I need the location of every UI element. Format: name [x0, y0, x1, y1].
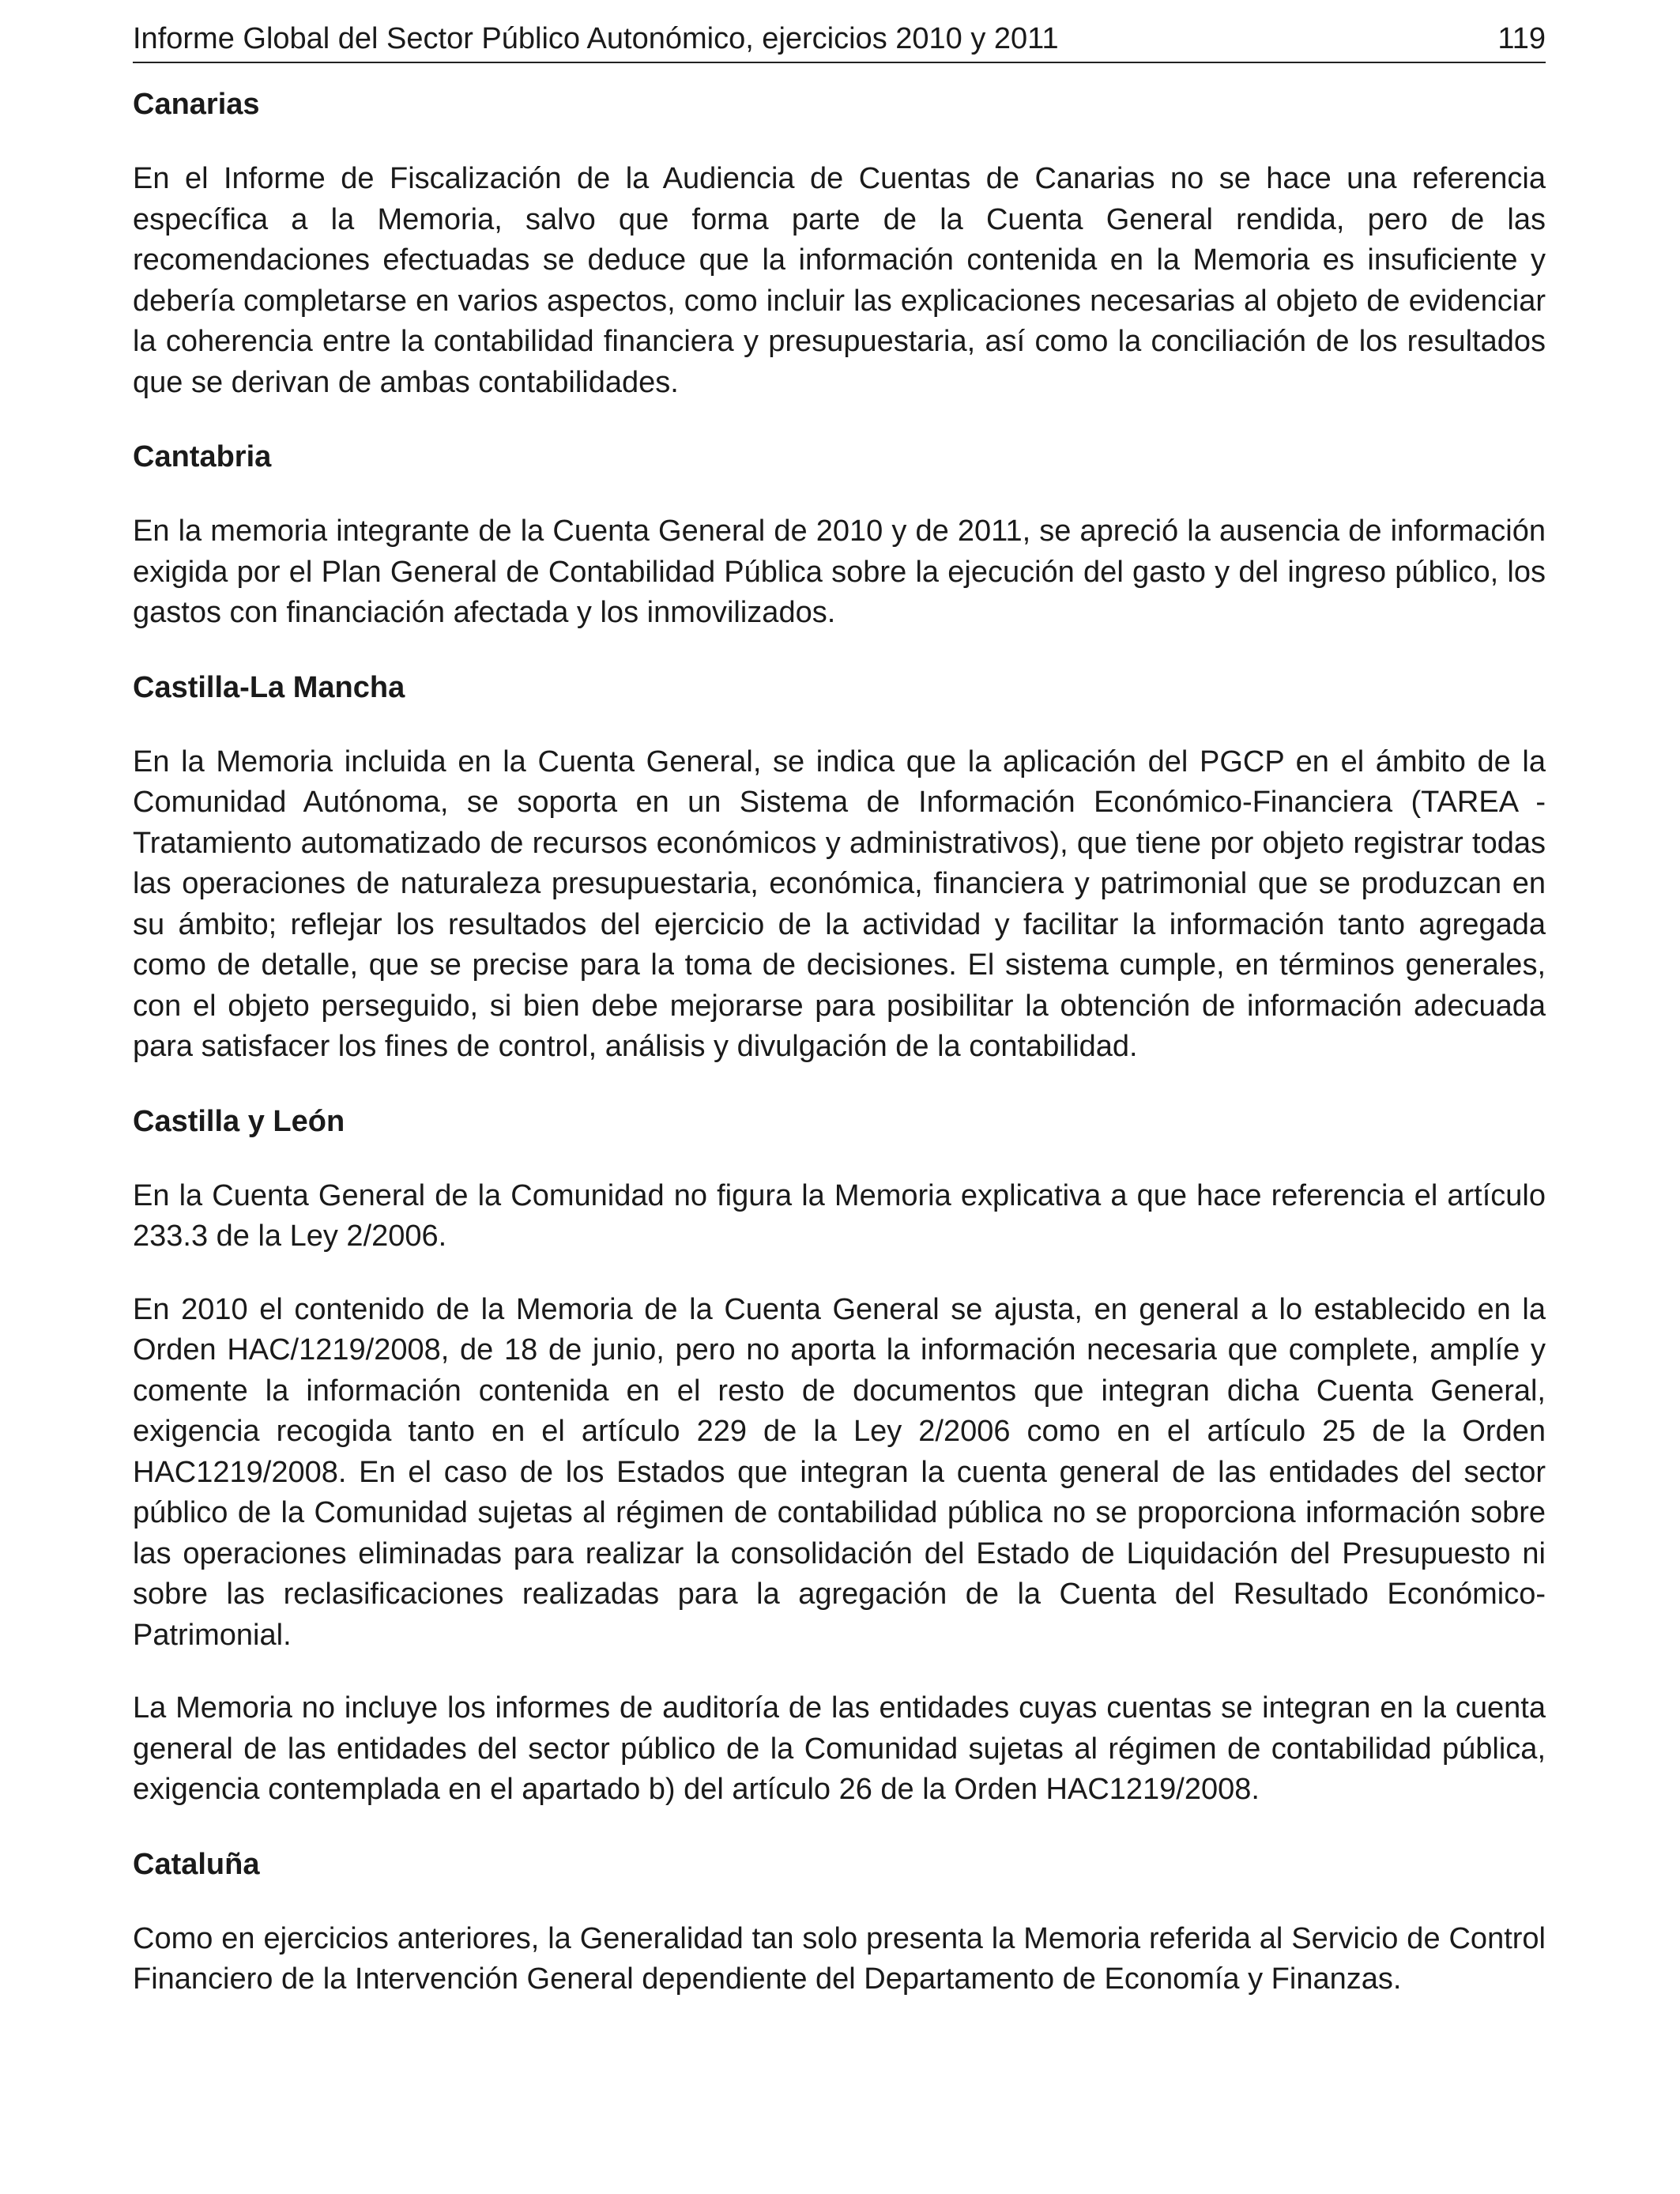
- paragraph: La Memoria no incluye los informes de auditoría de las entidades cuyas cuentas se integran en la cuenta general de las entidades del sector público de la Comunidad sujetas al régimen de contabilidad pública, exigencia contemplada en el apartado b) del artículo 26 de la Orden HAC1219/2008.: [133, 1691, 1546, 1806]
- running-header: [133, 19, 1546, 63]
- paragraph: En la memoria integrante de la Cuenta General de 2010 y de 2011, se apreció la ausencia de información exigida por el Plan General de Contabilidad Pública sobre la ejecución del gasto y del ingreso público, los gastos con financiación afectada y los inmovilizados.: [133, 515, 1546, 629]
- header-title: Informe Global del Sector Público Autonómico, ejercicios 2010 y 2011: [133, 22, 1059, 55]
- section-heading: Castilla y León: [133, 1104, 345, 1138]
- paragraph: En 2010 el contenido de la Memoria de la Cuenta General se ajusta, en general a lo establecido en la Orden HAC/1219/2008, de 18 de junio, pero no aporta la información necesaria que complete, amplíe y comente la información contenida en el resto de documentos que integran dicha Cuenta General, exigencia recogida tanto en el artículo 229 de la Ley 2/2006 como en el artículo 25 de la Orden HAC1219/2008. En el caso de los Estados que integran la cuenta general de las entidades del sector público de la Comunidad sujetas al régimen de contabilidad pública no se proporciona información sobre las operaciones eliminadas para realizar la consolidación del Estado de Liquidación del Presupuesto ni sobre las reclasificaciones realizadas para la agregación de la Cuenta del Resultado Económico-Patrimonial.: [133, 1292, 1546, 1652]
- paragraph: En la Cuenta General de la Comunidad no figura la Memoria explicativa a que hace referencia el artículo 233.3 de la Ley 2/2006.: [133, 1178, 1546, 1253]
- section-canarias: [133, 84, 1546, 403]
- section-heading: Canarias: [133, 88, 260, 121]
- section-castilla-y-leon: [133, 1101, 1546, 1811]
- paragraph: Como en ejercicios anteriores, la Generalidad tan solo presenta la Memoria referida al Servicio de Control Financiero de la Intervención General dependiente del Departamento de Economía y Finanzas.: [133, 1921, 1546, 1996]
- section-cantabria: [133, 436, 1546, 634]
- section-heading: Castilla-La Mancha: [133, 670, 405, 704]
- paragraph: En el Informe de Fiscalización de la Audiencia de Cuentas de Canarias no se hace una referencia específica a la Memoria, salvo que forma parte de la Cuenta General rendida, pero de las recomendaciones efectuadas se deduce que la información contenida en la Memoria es insuficiente y debería completarse en varios aspectos, como incluir las explicaciones necesarias al objeto de evidenciar la coherencia entre la contabilidad financiera y presupuestaria, así como la conciliación de los resultados que se derivan de ambas contabilidades.: [133, 162, 1546, 399]
- section-heading: Cantabria: [133, 440, 272, 473]
- section-cataluna: [133, 1844, 1546, 2000]
- section-castilla-la-mancha: [133, 667, 1546, 1068]
- section-heading: Cataluña: [133, 1847, 260, 1881]
- paragraph: En la Memoria incluida en la Cuenta General, se indica que la aplicación del PGCP en el ámbito de la Comunidad Autónoma, se soporta en un Sistema de Información Económico-Financiera (TAREA - Tratamiento automatizado de recursos económicos y administrativos), que tiene por objeto registrar todas las operaciones de naturaleza presupuestaria, económica, financiera y patrimonial que se produzcan en su ámbito; reflejar los resultados del ejercicio de la actividad y facilitar la información tanto agregada como de detalle, que se precise para la toma de decisiones. El sistema cumple, en términos generales, con el objeto perseguido, si bien debe mejorarse para posibilitar la obtención de información adecuada para satisfacer los fines de control, análisis y divulgación de la contabilidad.: [133, 745, 1546, 1063]
- page-number: 119: [1497, 22, 1546, 55]
- document-page: [133, 19, 1546, 2000]
